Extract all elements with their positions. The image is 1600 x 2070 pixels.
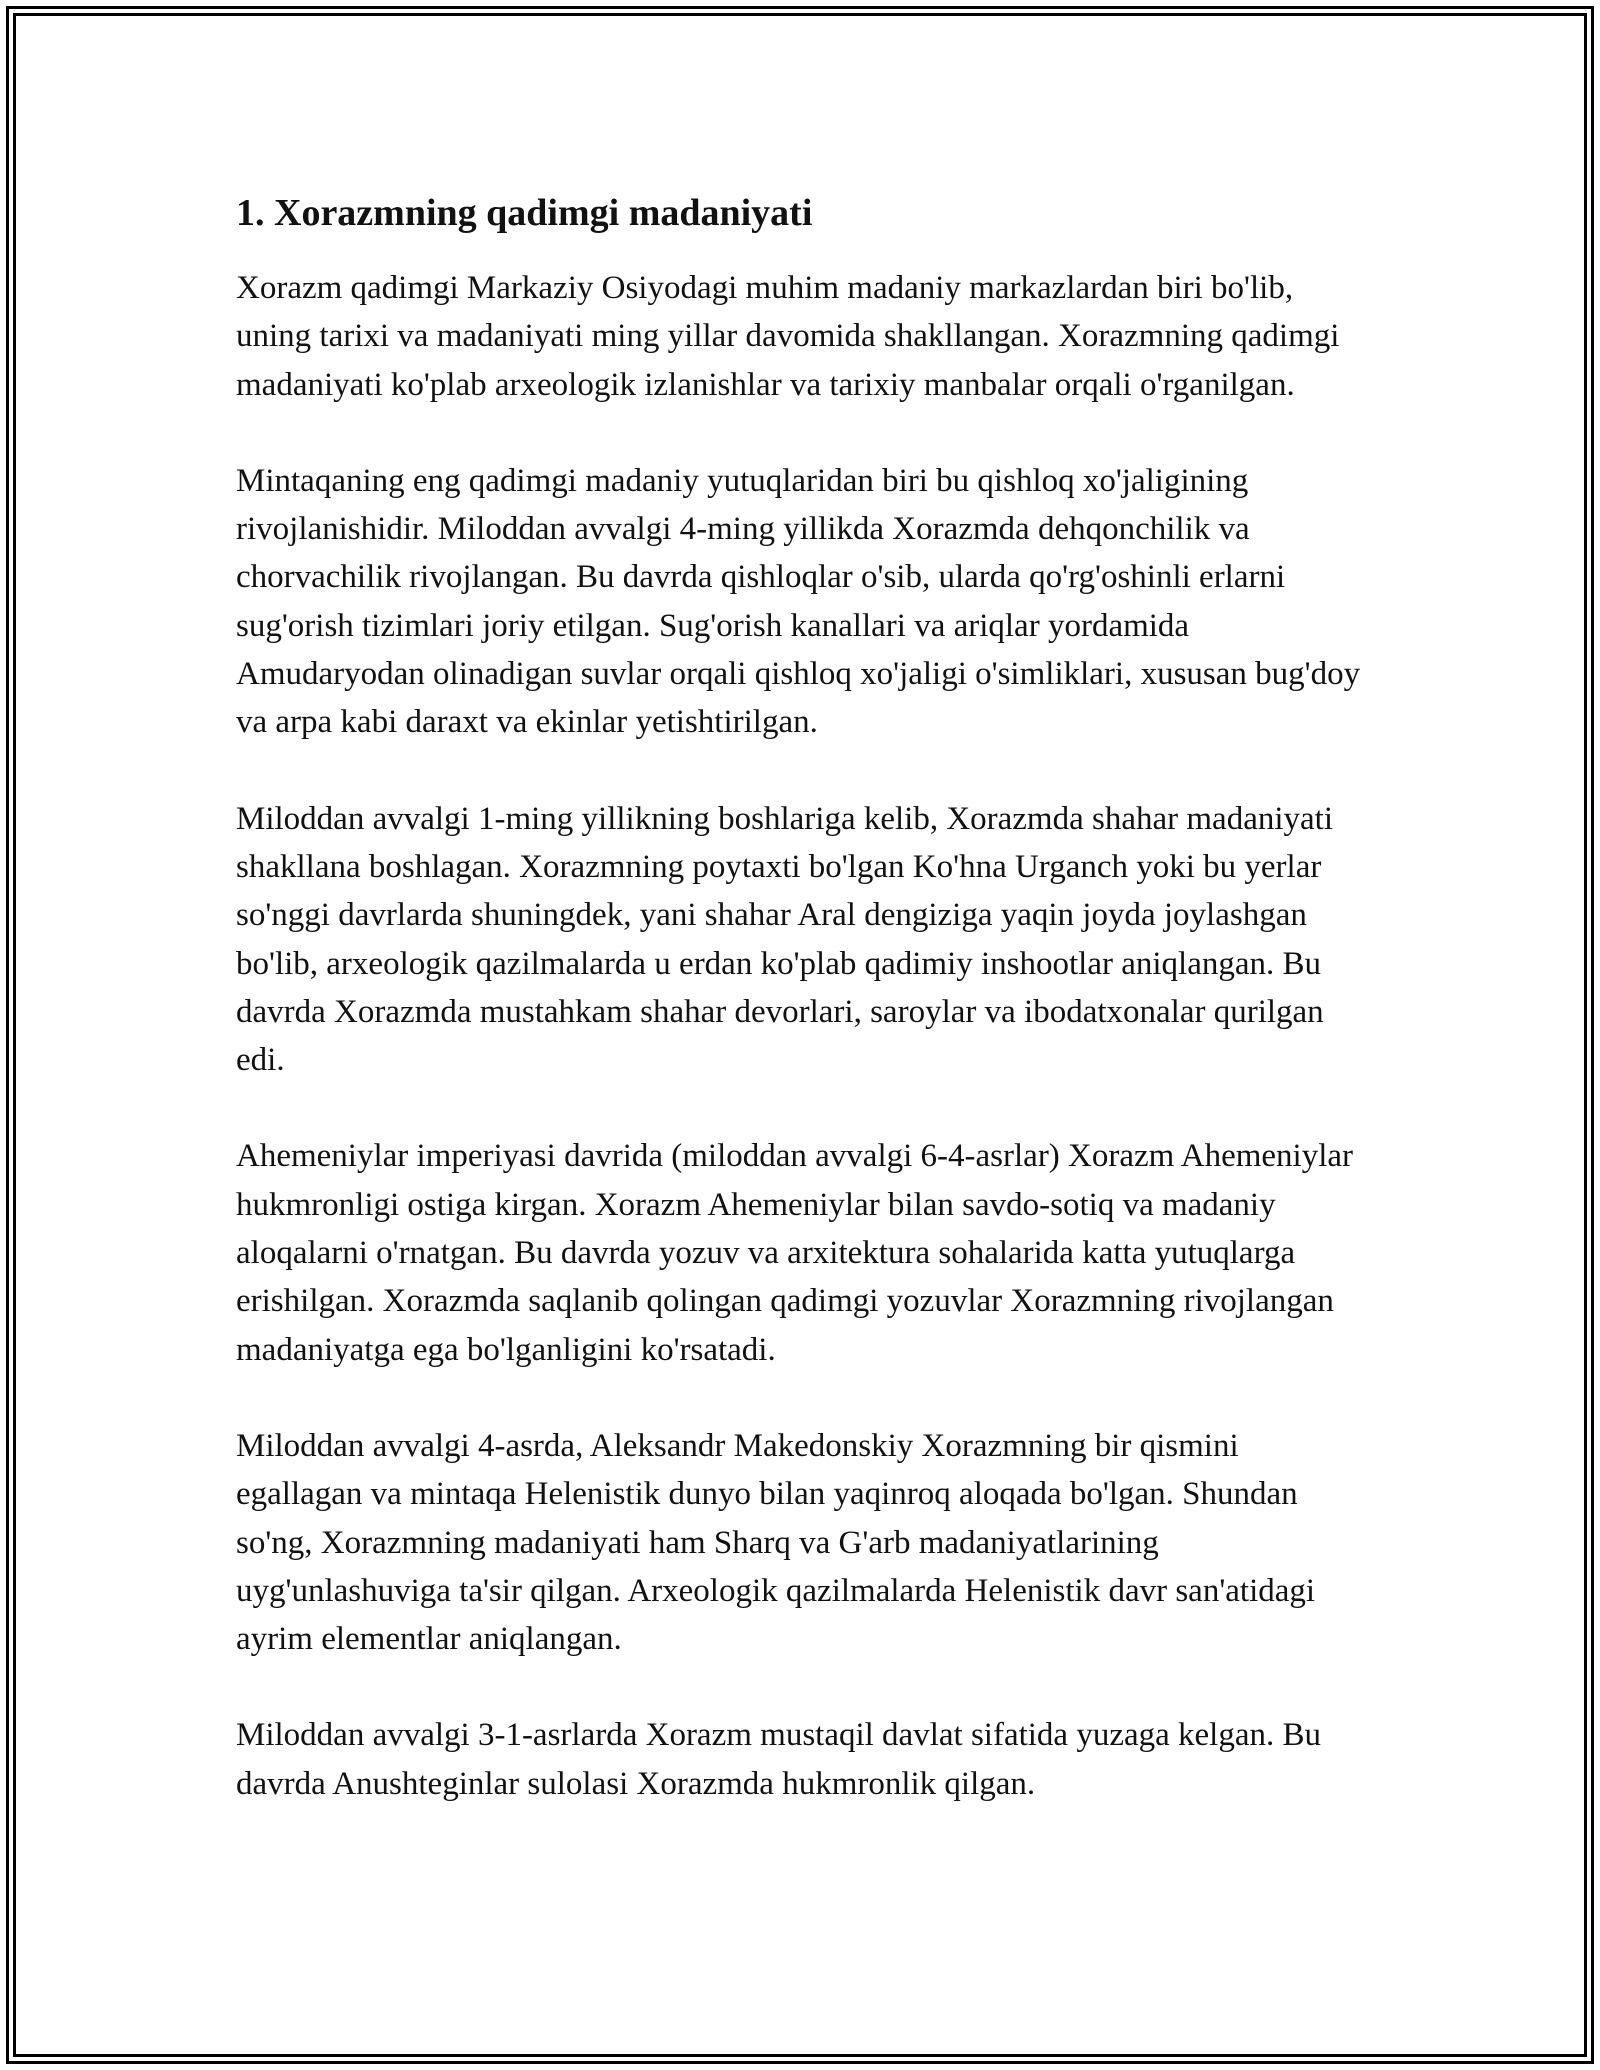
document-title: 1. Xorazmning qadimgi madaniyati (236, 192, 813, 234)
document-body (236, 186, 1372, 1808)
paragraph: Ahemeniylar imperiyasi davrida (miloddan avvalgi 6-4-asrlar) Xorazm Ahemeniylar hukmronligi ostiga kirgan. Xorazm Ahemeniylar bilan savdo-sotiq va madaniy aloqalarni o'rnatgan. Bu davrda yozuv va arxitektura sohalarida katta yutuqlarga erishilgan. Xorazmda saqlanib qolingan qadimgi yozuvlar Xorazmning rivojlangan madaniyatga ega bo'lganligini ko'rsatadi. (236, 1138, 1354, 1368)
paragraph: Miloddan avvalgi 3-1-asrlarda Xorazm mustaqil davlat sifatida yuzaga kelgan. Bu davrda Anushteginlar sulolasi Xorazmda hukmronlik qilgan. (236, 1717, 1321, 1802)
paragraph: Miloddan avvalgi 4-asrda, Aleksandr Makedonskiy Xorazmning bir qismini egallagan va mintaqa Helenistik dunyo bilan yaqinroq aloqada bo'lgan. Shundan so'ng, Xorazmning madaniyati ham Sharq va G'arb madaniyatlarining uyg'unlashuviga ta'sir qilgan. Arxeologik qazilmalarda Helenistik davr san'atidagi ayrim elementlar aniqlangan. (236, 1427, 1316, 1658)
paragraph: Miloddan avvalgi 1-ming yillikning boshlariga kelib, Xorazmda shahar madaniyati shakllana boshlagan. Xorazmning poytaxti bo'lgan Ko'hna Urganch yoki bu yerlar so'nggi davrlarda shuningdek, yani shahar Aral dengiziga yaqin joyda joylashgan bo'lib, arxeologik qazilmalarda u erdan ko'plab qadimiy inshootlar aniqlangan. Bu davrda Xorazmda mustahkam shahar devorlari, saroylar va ibodatxonalar qurilgan edi. (236, 800, 1333, 1079)
paragraph: Mintaqaning eng qadimgi madaniy yutuqlaridan biri bu qishloq xo'jaligining rivojlanishidir. Miloddan avvalgi 4-ming yillikda Xorazmda dehqonchilik va chorvachilik rivojlangan. Bu davrda qishloqlar o'sib, ularda qo'rg'oshinli erlarni sug'orish tizimlari joriy etilgan. Sug'orish kanallari va ariqlar yordamida Amudaryodan olinadigan suvlar orqali qishloq xo'jaligi o'simliklari, xususan bug'doy va arpa kabi daraxt va ekinlar yetishtirilgan. (236, 462, 1361, 741)
paragraph: Xorazm qadimgi Markaziy Osiyodagi muhim madaniy markazlardan biri bo'lib, uning tarixi va madaniyati ming yillar davomida shakllangan. Xorazmning qadimgi madaniyati ko'plab arxeologik izlanishlar va tarixiy manbalar orqali o'rganilgan. (236, 270, 1340, 403)
